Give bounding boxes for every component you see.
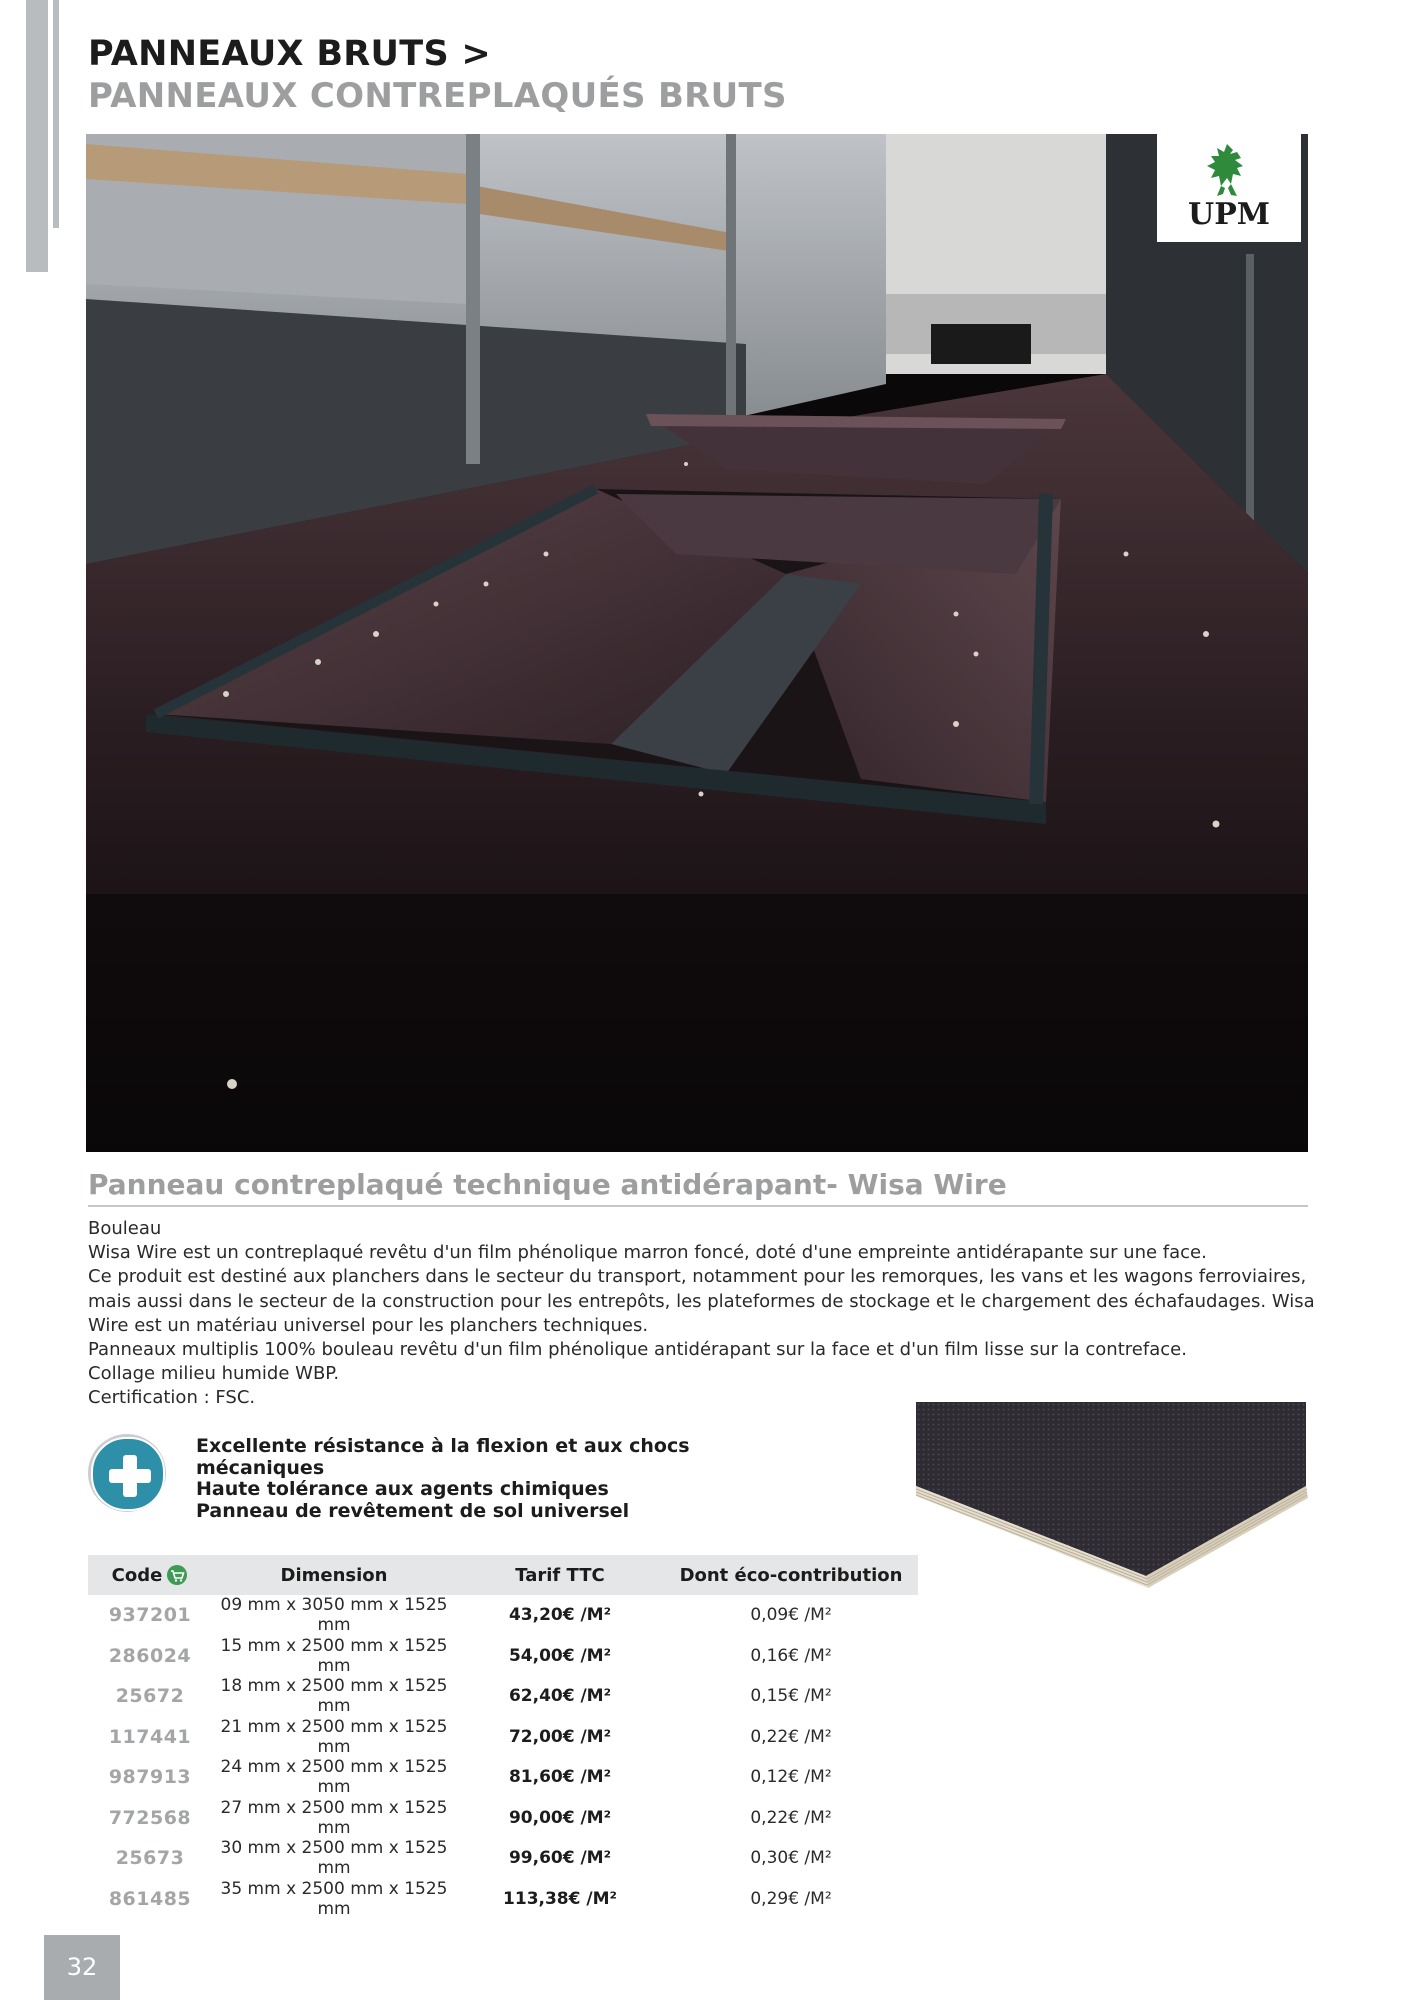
description-line: Collage milieu humide WBP. xyxy=(88,1363,340,1385)
price-cell: 54,00€ /M² xyxy=(508,1645,612,1666)
table-row xyxy=(88,1757,918,1798)
eco-contribution-cell: 0,30€ /M² xyxy=(750,1848,832,1869)
dimension-cell: 35 mm x 2500 mm x 1525 mm xyxy=(220,1878,448,1919)
advantage-item: Panneau de revêtement de sol universel xyxy=(196,1499,630,1522)
decorative-side-bar xyxy=(26,0,48,272)
table-row xyxy=(88,1798,918,1839)
product-code: 772568 xyxy=(108,1806,192,1829)
eco-contribution-cell: 0,15€ /M² xyxy=(750,1686,832,1707)
cart-icon xyxy=(166,1564,188,1586)
column-header-dimension: Dimension xyxy=(212,1555,456,1595)
description-line: Bouleau xyxy=(88,1218,162,1239)
product-code: 25673 xyxy=(115,1847,185,1870)
table-row xyxy=(88,1879,918,1920)
product-code: 861485 xyxy=(108,1887,192,1910)
dimension-cell: 15 mm x 2500 mm x 1525 mm xyxy=(220,1635,448,1676)
advantage-item: Haute tolérance aux agents chimiques xyxy=(196,1478,609,1500)
page-subcategory-title: PANNEAUX CONTREPLAQUÉS BRUTS xyxy=(88,76,787,116)
eco-contribution-cell: 0,29€ /M² xyxy=(750,1888,832,1909)
table-row xyxy=(88,1676,918,1717)
eco-contribution-cell: 0,22€ /M² xyxy=(750,1807,832,1828)
product-description xyxy=(88,1217,1316,1411)
dimension-cell: 18 mm x 2500 mm x 1525 mm xyxy=(220,1676,448,1717)
column-header-code: Code xyxy=(88,1555,212,1595)
table-row xyxy=(88,1636,918,1677)
dimension-cell: 09 mm x 3050 mm x 1525 mm xyxy=(220,1595,448,1636)
product-code: 937201 xyxy=(108,1604,192,1627)
price-table xyxy=(88,1555,918,1919)
eco-contribution-cell: 0,12€ /M² xyxy=(750,1767,832,1788)
description-line: Certification : FSC. xyxy=(88,1387,256,1409)
page-number: 32 xyxy=(44,1935,120,2000)
column-header-tarif: Tarif TTC xyxy=(456,1555,664,1595)
page-category-title: PANNEAUX BRUTS > xyxy=(88,34,492,74)
eco-contribution-cell: 0,22€ /M² xyxy=(750,1726,832,1747)
product-code: 117441 xyxy=(108,1725,192,1748)
decorative-side-bar-thin xyxy=(53,0,59,228)
advantage-item: Excellente résistance à la flexion et aux chocs mécaniques xyxy=(196,1435,690,1479)
price-cell: 99,60€ /M² xyxy=(508,1848,612,1869)
price-cell: 72,00€ /M² xyxy=(508,1726,612,1747)
description-line: Wisa Wire est un contreplaqué revêtu d'un film phénolique marron foncé, doté d'une empreinte antidérapante sur une face. xyxy=(88,1242,1207,1264)
price-cell: 90,00€ /M² xyxy=(508,1807,612,1828)
dimension-cell: 27 mm x 2500 mm x 1525 mm xyxy=(220,1797,448,1838)
description-paragraph: Ce produit est destiné aux planchers dans le secteur du transport, notamment pour les remorques, les vans et les wagons ferroviaires, mais aussi dans le secteur de la construction pour les entrepôts, les plateformes de stockage et le chargement des échafaudages. Wisa Wire est un matériau universel pour les planchers techniques. xyxy=(88,1266,1315,1336)
dimension-cell: 30 mm x 2500 mm x 1525 mm xyxy=(220,1838,448,1879)
advantages-list xyxy=(196,1436,716,1522)
product-code: 987913 xyxy=(108,1766,192,1789)
plus-icon xyxy=(88,1434,166,1512)
price-cell: 43,20€ /M² xyxy=(508,1605,612,1626)
brand-name: UPM xyxy=(1188,197,1270,232)
eco-contribution-cell: 0,09€ /M² xyxy=(750,1605,832,1626)
product-title: Panneau contreplaqué technique antidérapant- Wisa Wire xyxy=(88,1168,1308,1207)
description-line: Panneaux multiplis 100% bouleau revêtu d'un film phénolique antidérapant sur la face et d'un film lisse sur la contreface. xyxy=(88,1339,1187,1361)
dimension-cell: 21 mm x 2500 mm x 1525 mm xyxy=(220,1716,448,1757)
table-row xyxy=(88,1838,918,1879)
price-cell: 62,40€ /M² xyxy=(508,1686,612,1707)
table-row xyxy=(88,1717,918,1758)
column-header-eco-contribution: Dont éco-contribution xyxy=(664,1555,918,1595)
table-row xyxy=(88,1595,918,1636)
dimension-cell: 24 mm x 2500 mm x 1525 mm xyxy=(220,1757,448,1798)
eco-contribution-cell: 0,16€ /M² xyxy=(750,1645,832,1666)
hero-photo-trailer-floor xyxy=(86,134,1308,1152)
price-cell: 81,60€ /M² xyxy=(508,1767,612,1788)
product-code: 286024 xyxy=(108,1644,192,1667)
product-code: 25672 xyxy=(115,1685,185,1708)
brand-logo xyxy=(1157,134,1301,242)
table-header-row xyxy=(88,1555,918,1595)
price-cell: 113,38€ /M² xyxy=(503,1888,617,1909)
griffin-logo-icon xyxy=(1197,140,1261,200)
product-sample-image xyxy=(916,1402,1310,1588)
